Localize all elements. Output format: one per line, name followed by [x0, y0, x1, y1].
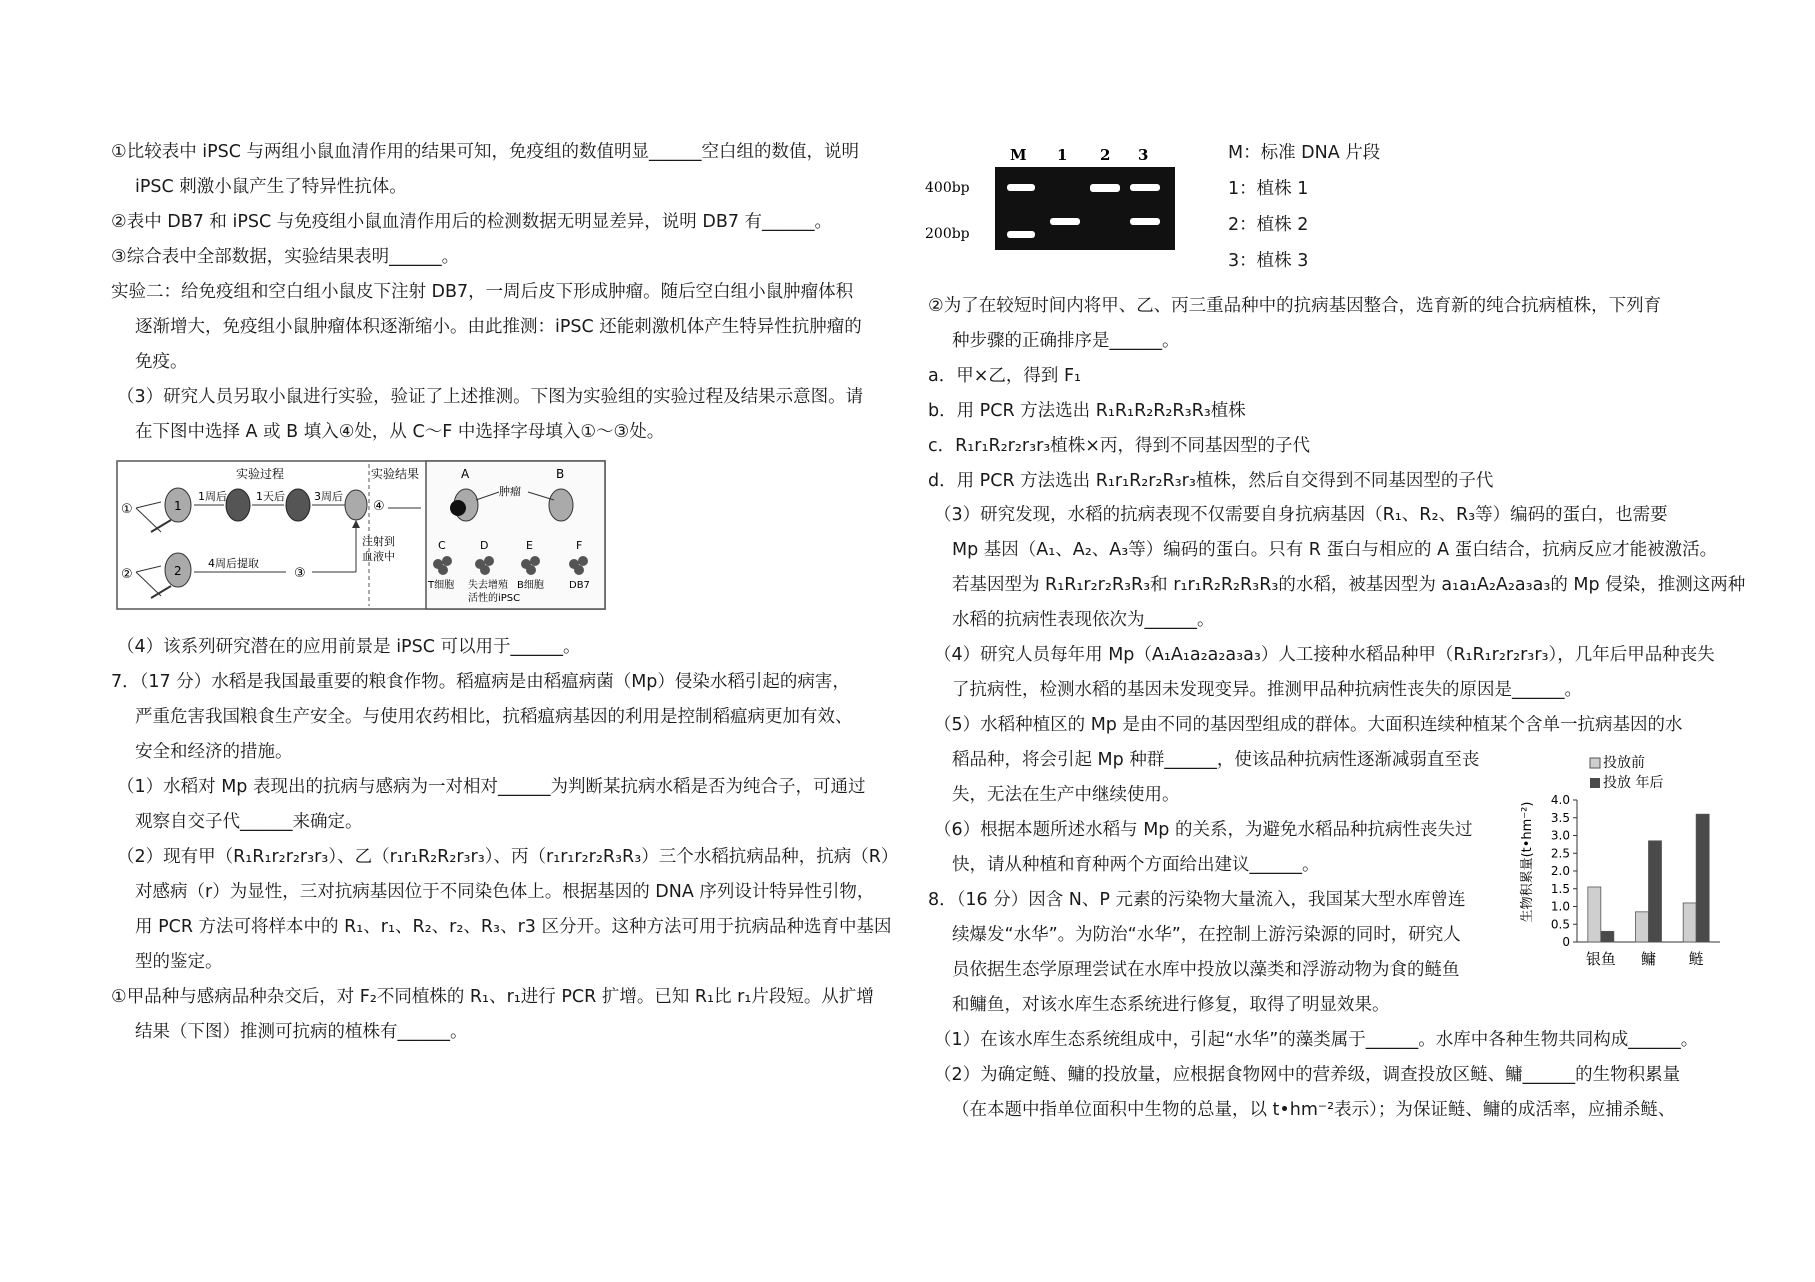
y-tick-label: 1.5 — [1550, 881, 1570, 896]
y-axis-label: 生物积累量(t•hm⁻²) — [1520, 801, 1535, 923]
lane-label-3: 3 — [1138, 146, 1149, 164]
text-line: ③综合表中全部数据，实验结果表明______。 — [111, 247, 460, 267]
text-line: （4）研究人员每年用 Mp（A₁A₁a₂a₂a₃a₃）人工接种水稻品种甲（R₁R₁r₂r₂r₃r₃），几年后甲品种丧失 — [934, 645, 1715, 665]
text-line: 在下图中选择 A 或 B 填入④处，从 C～F 中选择字母填入①～③处。 — [135, 422, 665, 442]
mouse-icon — [286, 489, 310, 521]
mouse-1-icon — [165, 488, 191, 522]
text-line: （在本题中指单位面积中生物的总量，以 t•hm⁻²表示）；为保证鲢、鳙的成活率，应捕杀鲢、 — [952, 1100, 1676, 1120]
biomass-bar-chart — [1515, 752, 1730, 977]
text-line: （4）该系列研究潜在的应用前景是 iPSC 可以用于______。 — [117, 637, 581, 657]
label-A: A — [461, 467, 470, 481]
mouse-icon — [226, 489, 250, 521]
label-E: E — [526, 539, 533, 552]
bar-鳙-0 — [1636, 912, 1649, 942]
legend-swatch-before — [1590, 758, 1600, 768]
y-tick-label: 0.5 — [1550, 917, 1570, 932]
text-line: （2）现有甲（R₁R₁r₂r₂r₃r₃）、乙（r₁r₁R₂R₂r₃r₃）、丙（r₁r₁r₂r₂R₃R₃）三个水稻抗病品种，抗病（R） — [117, 847, 899, 867]
y-tick-label: 4.0 — [1550, 793, 1570, 807]
gel-legend-item: 3：植株 3 — [1228, 251, 1309, 271]
mouse-2-number: 2 — [174, 564, 182, 578]
label-D: D — [480, 539, 489, 552]
gel-legend-item: 1：植株 1 — [1228, 179, 1309, 199]
y-tick-label: 2.0 — [1550, 864, 1570, 878]
gel-band — [1007, 184, 1035, 191]
text-line: 结果（下图）推测可抗病的植株有______。 — [135, 1022, 468, 1042]
legend-label-after: 投放 年后 — [1603, 775, 1664, 791]
text-line: ①甲品种与感病品种杂交后，对 F₂不同植株的 R₁、r₁进行 PCR 扩增。已知 R₁比 r₁片段短。从扩增 — [111, 987, 874, 1007]
text-line: 种步骤的正确排序是______。 — [952, 331, 1180, 351]
text-line: 员依据生态学原理尝试在水库中投放以藻类和浮游动物为食的鲢鱼 — [952, 960, 1460, 980]
bar-鳙-1 — [1649, 841, 1662, 942]
text-line: ②表中 DB7 和 iPSC 与免疫组小鼠血清作用后的检测数据无明显差异，说明 DB7 有______。 — [111, 212, 833, 232]
x-category-label: 鲢 — [1688, 950, 1704, 968]
text-line: （6）根据本题所述水稻与 Mp 的关系，为避免水稻品种抗病性丧失过 — [934, 820, 1473, 840]
y-tick-label: 3.0 — [1550, 828, 1570, 843]
label-circle-1: ① — [121, 502, 133, 517]
label-C-text: T细胞 — [428, 580, 455, 591]
tumor-label: 肿瘤 — [499, 485, 521, 498]
text-line: c．R₁r₁R₂r₂r₃r₃植株×丙，得到不同基因型的子代 — [928, 436, 1310, 456]
label-D-text-1: 失去增殖 — [468, 580, 508, 591]
text-line: 7．（17 分）水稻是我国最重要的粮食作物。稻瘟病是由稻瘟病菌（Mp）侵染水稻引起的病害， — [111, 672, 850, 692]
gel-band — [1007, 231, 1035, 238]
text-line: Mp 基因（A₁、A₂、A₃等）编码的蛋白。只有 R 蛋白与相应的 A 蛋白结合，抗病反应才能被激活。 — [952, 540, 1718, 560]
mouse-b-icon — [549, 489, 573, 521]
text-line: （5）水稻种植区的 Mp 是由不同的基因型组成的群体。大面积连续种植某个含单一抗病基因的水 — [934, 715, 1683, 735]
label-F-text: DB7 — [569, 580, 590, 591]
text-line: 稻品种，将会引起 Mp 种群______，使该品种抗病性逐渐减弱直至丧 — [952, 750, 1480, 770]
process-title: 实验过程 — [236, 467, 285, 481]
x-category-label: 银鱼 — [1585, 950, 1616, 968]
experiment-diagram — [116, 460, 606, 610]
bar-鲢-1 — [1696, 814, 1709, 942]
bp-400-label: 400bp — [925, 180, 970, 196]
step-3-label: 3周后 — [314, 490, 343, 503]
chart-legend — [1590, 754, 1663, 791]
inject-label-2: 血液中 — [362, 550, 395, 563]
bar-银鱼-1 — [1601, 931, 1614, 942]
label-circle-2: ② — [121, 567, 133, 582]
bar-银鱼-0 — [1588, 887, 1601, 942]
text-line: 和鳙鱼，对该水库生态系统进行修复，取得了明显效果。 — [952, 995, 1390, 1015]
text-line: b．用 PCR 方法选出 R₁R₁R₂R₂R₃R₃植株 — [928, 401, 1246, 421]
text-line: 安全和经济的措施。 — [135, 742, 293, 762]
text-line: a．甲×乙，得到 F₁ — [928, 366, 1082, 386]
text-line: （3）研究人员另取小鼠进行实验，验证了上述推测。下图为实验组的实验过程及结果示意图。请 — [117, 387, 864, 407]
text-line: 失，无法在生产中继续使用。 — [952, 785, 1180, 805]
text-line: 免疫。 — [135, 352, 188, 372]
bp-200-label: 200bp — [925, 226, 970, 242]
text-line: （1）水稻对 Mp 表现出的抗病与感病为一对相对______为判断某抗病水稻是否为纯合子，可通过 — [117, 777, 866, 797]
mouse-icon — [345, 490, 367, 520]
plot-area — [1551, 793, 1720, 968]
y-tick-label: 3.5 — [1550, 810, 1570, 825]
gel-band — [1130, 218, 1160, 225]
gel-legend-item: M：标准 DNA 片段 — [1228, 143, 1381, 163]
lane-label-2: 2 — [1100, 146, 1111, 164]
gel-band — [1090, 184, 1120, 192]
text-line: 观察自交子代______来确定。 — [135, 812, 363, 832]
lane-label-M: M — [1010, 146, 1027, 164]
y-tick-label: 2.5 — [1550, 846, 1570, 861]
label-circle-3: ③ — [294, 566, 306, 581]
label-E-text: B细胞 — [517, 580, 544, 591]
text-line: 用 PCR 方法可将样本中的 R₁、r₁、R₂、r₂、R₃、r3 区分开。这种方法可用于抗病品种选育中基因 — [135, 917, 892, 937]
inject-label-1: 注射到 — [362, 535, 395, 548]
text-line: 8．（16 分）因含 N、P 元素的污染物大量流入，我国某大型水库曾连 — [928, 890, 1466, 910]
label-F: F — [576, 539, 583, 552]
y-tick-label: 1.0 — [1550, 899, 1570, 914]
result-title: 实验结果 — [371, 467, 420, 481]
y-tick-label: 0 — [1562, 935, 1570, 949]
gel-band — [1130, 184, 1160, 191]
lane-label-1: 1 — [1057, 146, 1068, 164]
text-line: iPSC 刺激小鼠产生了特异性抗体。 — [135, 177, 407, 197]
legend-swatch-after — [1590, 778, 1600, 788]
text-line: 了抗病性，检测水稻的基因未发现变异。推测甲品种抗病性丧失的原因是______。 — [952, 680, 1582, 700]
x-category-label: 鳙 — [1640, 950, 1657, 968]
label-D-text-2: 活性的iPSC — [468, 593, 521, 604]
text-line: （2）为确定鲢、鳙的投放量，应根据食物网中的营养级，调查投放区鲢、鳙______的生物积累量 — [934, 1065, 1681, 1085]
gel-electrophoresis-image — [925, 142, 1180, 252]
text-line: （3）研究发现，水稻的抗病表现不仅需要自身抗病基因（R₁、R₂、R₃等）编码的蛋白，也需要 — [934, 505, 1668, 525]
text-line: ②为了在较短时间内将甲、乙、丙三重品种中的抗病基因整合，选育新的纯合抗病植株，下列育 — [928, 296, 1662, 316]
text-line: d．用 PCR 方法选出 R₁r₁R₂r₂R₃r₃植株，然后自交得到不同基因型的子代 — [928, 471, 1494, 491]
step-2-label: 1天后 — [256, 490, 285, 503]
text-line: 严重危害我国粮食生产安全。与使用农药相比，抗稻瘟病基因的利用是控制稻瘟病更加有效、 — [135, 707, 853, 727]
text-line: 续爆发“水华”。为防治“水华”，在控制上游污染源的同时，研究人 — [952, 925, 1461, 945]
step-1-label: 1周后 — [198, 490, 227, 503]
text-line: 型的鉴定。 — [135, 952, 223, 972]
mouse-1-number: 1 — [174, 499, 182, 513]
text-line: 逐渐增大，免疫组小鼠肿瘤体积逐渐缩小。由此推测：iPSC 还能刺激机体产生特异性抗肿瘤的 — [135, 317, 862, 337]
legend-label-before: 投放前 — [1603, 755, 1645, 771]
gel-legend-item: 2：植株 2 — [1228, 215, 1309, 235]
text-line: 对感病（r）为显性，三对抗病基因位于不同染色体上。根据基因的 DNA 序列设计特异性引物， — [135, 882, 875, 902]
text-line: ①比较表中 iPSC 与两组小鼠血清作用的结果可知，免疫组的数值明显______空白组的数值，说明 — [111, 142, 860, 162]
label-C: C — [438, 539, 446, 552]
bar-鲢-0 — [1683, 903, 1696, 942]
text-line: （1）在该水库生态系统组成中，引起“水华”的藻类属于______。水库中各种生物共同构成______。 — [934, 1030, 1699, 1050]
text-line: 实验二：给免疫组和空白组小鼠皮下注射 DB7，一周后皮下形成肿瘤。随后空白组小鼠肿瘤体积 — [111, 282, 854, 302]
text-line: 水稻的抗病性表现依次为______。 — [952, 610, 1215, 630]
label-circle-4: ④ — [373, 499, 385, 514]
gel-band — [1050, 218, 1080, 225]
label-B: B — [556, 467, 565, 481]
extract-label: 4周后提取 — [208, 557, 259, 570]
text-line: 快，请从种植和育种两个方面给出建议______。 — [952, 855, 1320, 875]
tumor-icon — [450, 500, 466, 516]
text-line: 若基因型为 R₁R₁r₂r₂R₃R₃和 r₁r₁R₂R₂R₃R₃的水稻，被基因型为 a₁a₁A₂A₂a₃a₃的 Mp 侵染，推测这两种 — [952, 575, 1746, 595]
